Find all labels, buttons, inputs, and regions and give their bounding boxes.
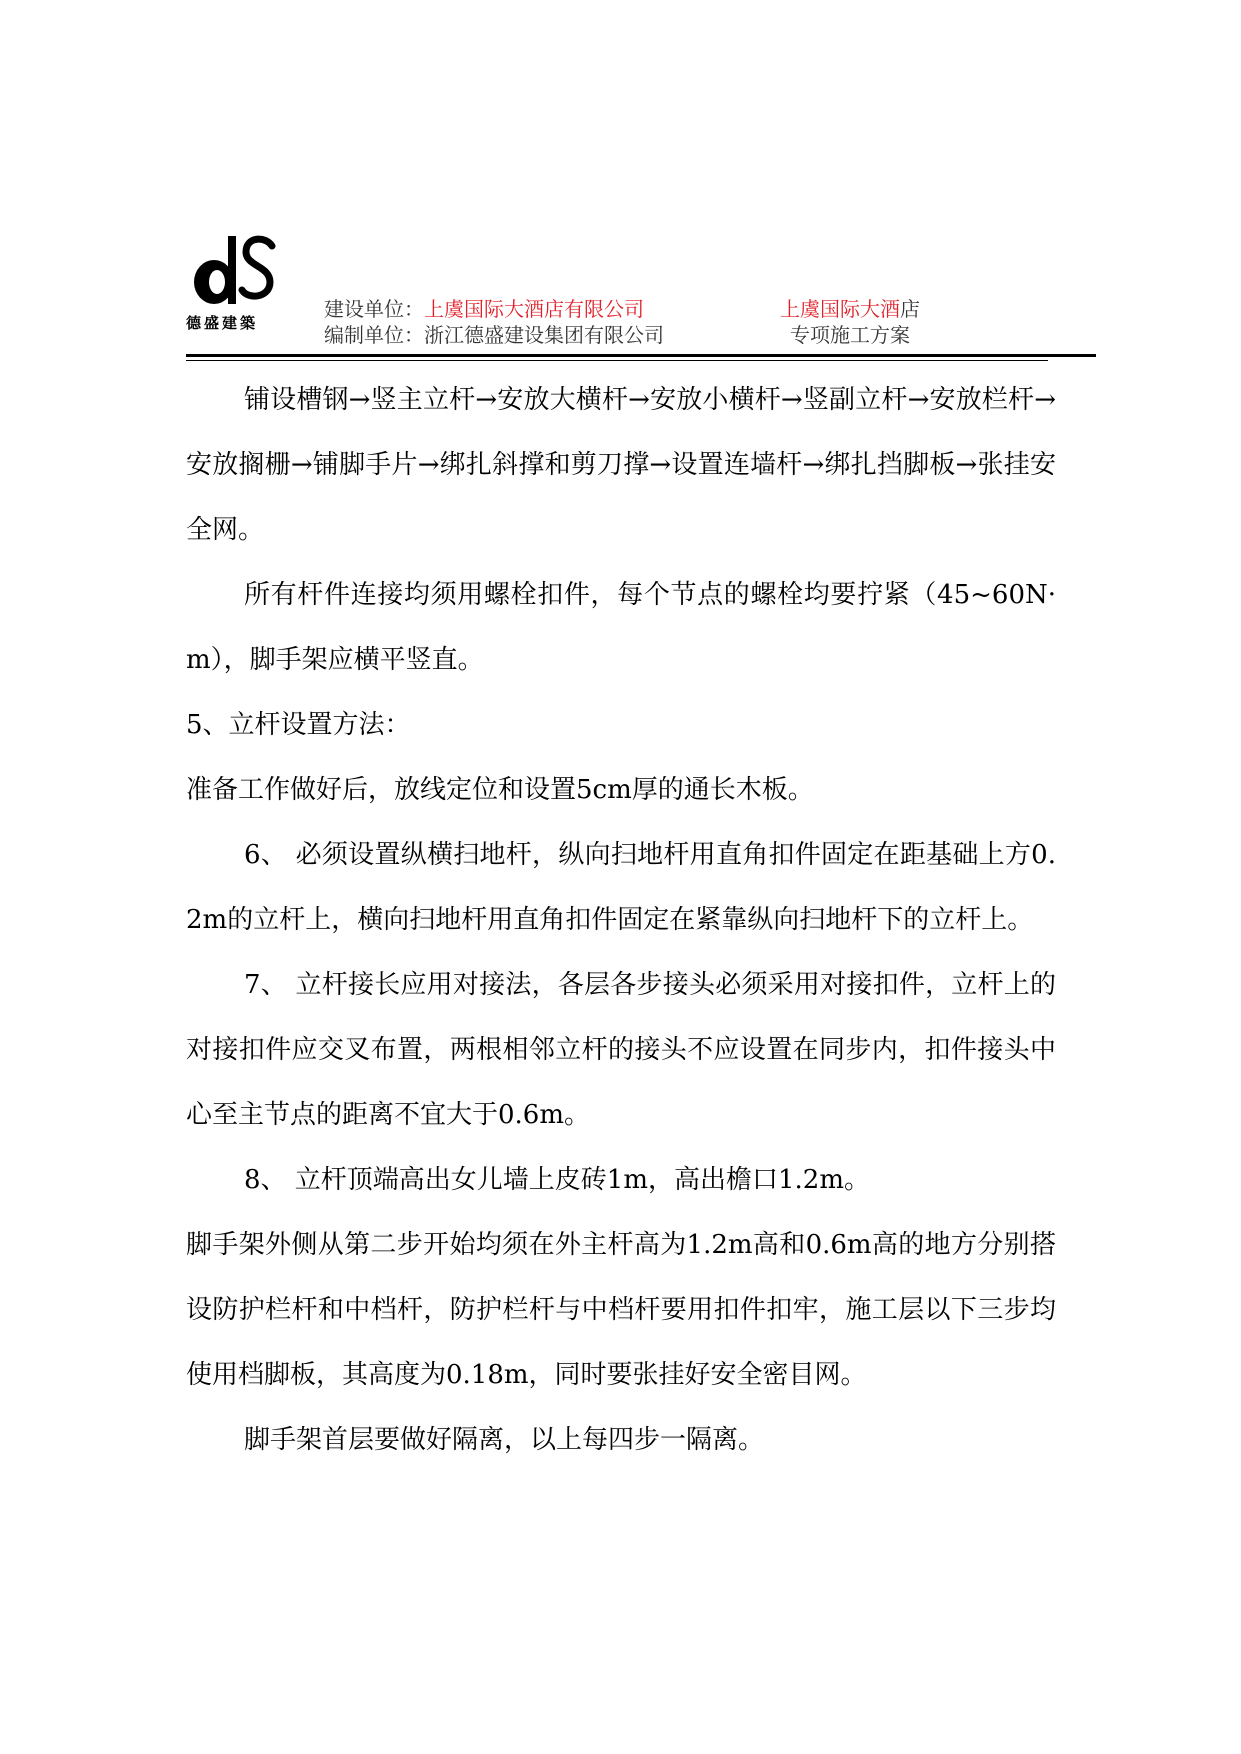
paragraph-procedure: 铺设槽钢→竖主立杆→安放大横杆→安放小横杆→竖副立杆→安放栏杆→安放搁栅→铺脚手片→绑扎斜撑和剪刀撑→设置连墙杆→绑扎挡脚板→张挂安全网。 [186, 385, 1056, 545]
header-rule-thick [186, 354, 1096, 357]
page-header [0, 0, 1241, 370]
ds-logo-icon [186, 232, 286, 312]
author-label: 编制单位： [324, 323, 424, 347]
author-name: 浙江德盛建设集团有限公司 [424, 323, 664, 347]
client-name: 上虞国际大酒店有限公司 [424, 297, 644, 321]
project-title-black: 店 [900, 297, 920, 321]
author-line [324, 322, 664, 348]
paragraph-heading-5: 5、立杆设置方法： [186, 710, 411, 740]
paragraph-bolts: 所有杆件连接均须用螺栓扣件，每个节点的螺栓均要拧紧（45~60N·m），脚手架应横平竖直。 [186, 580, 1056, 675]
project-title [780, 296, 920, 322]
header-rule-thin [186, 360, 1048, 361]
paragraph-isolation: 脚手架首层要做好隔离，以上每四步一隔离。 [244, 1425, 765, 1455]
paragraph-preparation: 准备工作做好后，放线定位和设置5cm厚的通长木板。 [186, 775, 814, 805]
paragraph-guardrail: 脚手架外侧从第二步开始均须在外主杆高为1.2m高和0.6m高的地方分别搭设防护栏杆和中档杆，防护栏杆与中档杆要用扣件扣牢，施工层以下三步均使用档脚板，其高度为0.18m，同时要张挂好安全密目网。 [186, 1230, 1056, 1390]
doc-type: 专项施工方案 [790, 323, 910, 347]
paragraph-item-7: 7、 立杆接长应用对接法，各层各步接头必须采用对接扣件，立杆上的对接扣件应交叉布置，两根相邻立杆的接头不应设置在同步内，扣件接头中心至主节点的距离不宜大于0.6m。 [186, 970, 1056, 1130]
client-label: 建设单位： [324, 297, 424, 321]
paragraph-item-6: 6、 必须设置纵横扫地杆，纵向扫地杆用直角扣件固定在距基础上方0.2m的立杆上，横向扫地杆用直角扣件固定在紧靠纵向扫地杆下的立杆上。 [186, 840, 1056, 935]
logo-text: 德盛建築 [186, 314, 259, 332]
paragraph-item-8: 8、 立杆顶端高出女儿墙上皮砖1m，高出檐口1.2m。 [244, 1165, 871, 1195]
project-title-red: 上虞国际大酒 [780, 297, 900, 321]
client-line [324, 296, 644, 322]
document-body [186, 368, 1056, 1473]
